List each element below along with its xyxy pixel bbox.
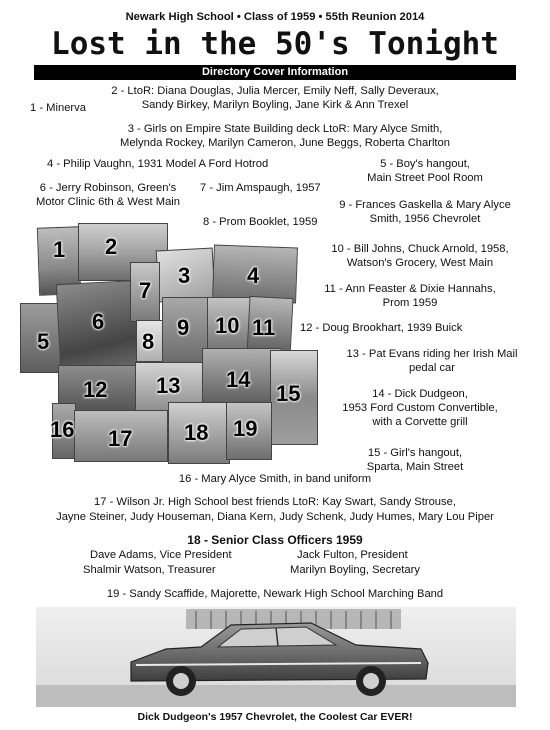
car-photo [36, 607, 516, 707]
entry-5-line2: Main Street Pool Room [367, 172, 483, 184]
entry-5-line1: 5 - Boy's hangout, [380, 158, 470, 170]
entry-11-line1: 11 - Ann Feaster & Dixie Hannahs, [324, 283, 496, 295]
entry-18-vice-president: Dave Adams, Vice President [90, 549, 232, 561]
collage-number-17: 17 [108, 426, 133, 451]
section-bar [34, 65, 516, 80]
car-caption: Dick Dudgeon's 1957 Chevrolet, the Coolest Car EVER! [137, 711, 413, 723]
entry-15-line2: Sparta, Main Street [366, 461, 464, 473]
page-title: Lost in the 50's Tonight [51, 26, 499, 62]
entry-10-line1: 10 - Bill Johns, Chuck Arnold, 1958, [331, 243, 509, 255]
collage-number-8: 8 [142, 329, 155, 354]
entry-1: 1 - Minerva [30, 102, 86, 114]
entry-10-line2: Watson's Grocery, West Main [346, 257, 494, 269]
entry-6-line1: 6 - Jerry Robinson, Green's [39, 182, 177, 194]
collage-number-9: 9 [177, 315, 190, 340]
entry-7: 7 - Jim Amspaugh, 1957 [200, 182, 321, 194]
collage-number-3: 3 [178, 263, 191, 288]
entry-18-treasurer: Shalmir Watson, Treasurer [83, 564, 216, 576]
entry-9-line1: 9 - Frances Gaskella & Mary Alyce [339, 199, 511, 211]
entry-18-president: Jack Fulton, President [297, 549, 408, 561]
entry-4: 4 - Philip Vaughn, 1931 Model A Ford Hotrod [47, 158, 269, 170]
entry-13-line2: pedal car [408, 362, 456, 374]
entry-14-line2: 1953 Ford Custom Convertible, [342, 402, 498, 414]
collage-number-11: 11 [252, 315, 276, 340]
reunion-supertitle: Newark High School • Class of 1959 • 55th Reunion 2014 [125, 11, 425, 23]
collage-number-7: 7 [139, 278, 152, 303]
collage-number-10: 10 [215, 313, 240, 338]
entry-12: 12 - Doug Brookhart, 1939 Buick [300, 322, 463, 334]
collage-number-4: 4 [247, 263, 260, 288]
entry-17-line1: 17 - Wilson Jr. High School best friends LtoR: Kay Swart, Sandy Strouse, [94, 496, 456, 508]
entry-17-line2: Jayne Steiner, Judy Houseman, Diana Kern, Judy Schenk, Judy Humes, Mary Lou Piper [56, 511, 494, 523]
collage-number-14: 14 [226, 367, 251, 392]
section-bar-label: Directory Cover Information [201, 66, 349, 78]
collage-number-19: 19 [233, 416, 258, 441]
collage-number-15: 15 [276, 381, 301, 406]
collage-number-13: 13 [156, 373, 181, 398]
entry-18-secretary: Marilyn Boyling, Secretary [290, 564, 420, 576]
entry-14-line3: with a Corvette grill [372, 416, 468, 428]
entry-11-line2: Prom 1959 [382, 297, 438, 309]
collage-number-1: 1 [53, 237, 66, 262]
entry-15-line1: 15 - Girl's hangout, [367, 447, 463, 459]
entry-3-line1: 3 - Girls on Empire State Building deck LtoR: Mary Alyce Smith, [127, 123, 443, 135]
entry-3-line2: Melynda Rockey, Marilyn Cameron, June Beggs, Roberta Charlton [120, 137, 450, 149]
entry-2-line1: 2 - LtoR: Diana Douglas, Julia Mercer, Emily Neff, Sally Deveraux, [111, 85, 439, 97]
entry-18-title: 18 - Senior Class Officers 1959 [187, 533, 363, 547]
collage-number-2: 2 [105, 234, 118, 259]
entry-14-line1: 14 - Dick Dudgeon, [372, 388, 468, 400]
entry-19: 19 - Sandy Scaffide, Majorette, Newark High School Marching Band [106, 588, 444, 600]
entry-2-line2: Sandy Birkey, Marilyn Boyling, Jane Kirk & Ann Trexel [141, 99, 409, 111]
collage-number-6: 6 [92, 309, 105, 334]
collage-number-12: 12 [83, 377, 108, 402]
collage-number-16: 16 [50, 417, 75, 442]
entry-9-line2: Smith, 1956 Chevrolet [369, 213, 481, 225]
chevrolet-1957-image [36, 607, 516, 707]
collage-number-5: 5 [37, 329, 50, 354]
entry-8: 8 - Prom Booklet, 1959 [203, 216, 318, 228]
entry-16: 16 - Mary Alyce Smith, in band uniform [178, 473, 372, 485]
entry-13-line1: 13 - Pat Evans riding her Irish Mail [346, 348, 518, 360]
collage-number-18: 18 [184, 420, 209, 445]
entry-6-line2: Motor Clinic 6th & West Main [35, 196, 181, 208]
